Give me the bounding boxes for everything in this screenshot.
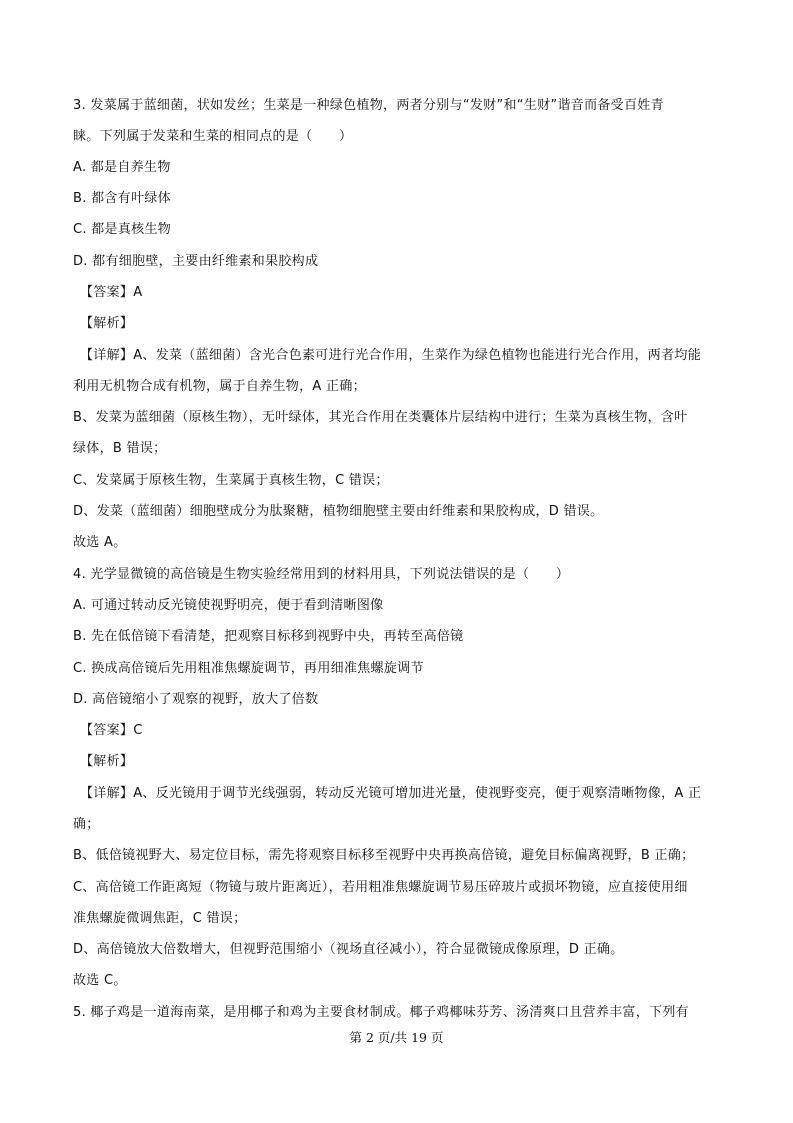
q4-answer: 【答案】C [80,723,143,738]
q4-option-a: A. 可通过转动反光镜使视野明亮，便于看到清晰图像 [73,598,384,613]
q3-analysis-heading: 【解析】 [80,316,134,331]
q3-conclusion: 故选 A。 [73,535,127,550]
q4-option-d: D. 高倍镜缩小了观察的视野，放大了倍数 [73,692,319,707]
q4-stem: 4. 光学显微镜的高倍镜是生物实验经常用到的材料用具，下列说法错误的是（ ） [73,567,570,582]
q3-detail-line4: 绿体，B 错误； [73,441,167,456]
q5-stem-line1: 5. 椰子鸡是一道海南菜，是用椰子和鸡为主要食材制成。椰子鸡椰味芬芳、汤清爽口且营养丰富，下列有 [73,1005,689,1020]
q3-option-d: D. 都有细胞壁，主要由纤维素和果胶构成 [73,254,319,269]
page-footer: 第 2 页/共 19 页 [349,1030,444,1045]
q3-detail-line6: D、发菜（蓝细菌）细胞壁成分为肽聚糖，植物细胞壁主要由纤维素和果胶构成，D 错误。 [73,504,604,519]
q3-option-a: A. 都是自养生物 [73,160,171,175]
q4-detail-line2: 确； [73,817,100,832]
q3-option-c: C. 都是真核生物 [73,222,172,237]
q3-detail-line3: B、发菜为蓝细菌（原核生物），无叶绿体，其光合作用在类囊体片层结构中进行；生菜为真核生物，含叶 [73,410,688,425]
q4-option-c: C. 换成高倍镜后先用粗准焦螺旋调节，再用细准焦螺旋调节 [73,661,424,676]
q3-detail-line5: C、发菜属于原核生物，生菜属于真核生物，C 错误； [73,473,389,488]
q3-stem-line2: 睐。下列属于发菜和生菜的相同点的是（ ） [73,129,353,144]
q4-detail-line5: 准焦螺旋微调焦距，C 错误； [73,911,247,926]
q4-detail-line3: B、低倍镜视野大、易定位目标，需先将观察目标移至视野中央再换高倍镜，避免目标偏离视野，B 正确； [73,848,695,863]
q3-answer: 【答案】A [80,285,143,300]
q3-detail-line1: 【详解】A、发菜（蓝细菌）含光合色素可进行光合作用，生菜作为绿色植物也能进行光合作用，两者均能 [80,348,701,363]
q3-detail-line2: 利用无机物合成有机物，属于自养生物，A 正确； [73,379,366,394]
q4-detail-line1: 【详解】A、反光镜用于调节光线强弱，转动反光镜可增加进光量，使视野变亮，便于观察清晰物像，A 正 [80,786,702,801]
q4-detail-line4: C、高倍镜工作距离短（物镜与玻片距离近），若用粗准焦螺旋调节易压碎玻片或损坏物镜，应直接使用细 [73,880,688,895]
q3-option-b: B. 都含有叶绿体 [73,191,171,206]
q4-analysis-heading: 【解析】 [80,754,134,769]
q3-stem-line1: 3. 发菜属于蓝细菌，状如发丝；生菜是一种绿色植物，两者分别与“发财”和“生财”谐音而备受百姓青 [73,98,664,113]
q4-option-b: B. 先在低倍镜下看清楚，把观察目标移到视野中央，再转至高倍镜 [73,629,464,644]
q4-detail-line6: D、高倍镜放大倍数增大，但视野范围缩小（视场直径减小），符合显微镜成像原理，D 正确。 [73,942,624,957]
q4-conclusion: 故选 C。 [73,973,127,988]
